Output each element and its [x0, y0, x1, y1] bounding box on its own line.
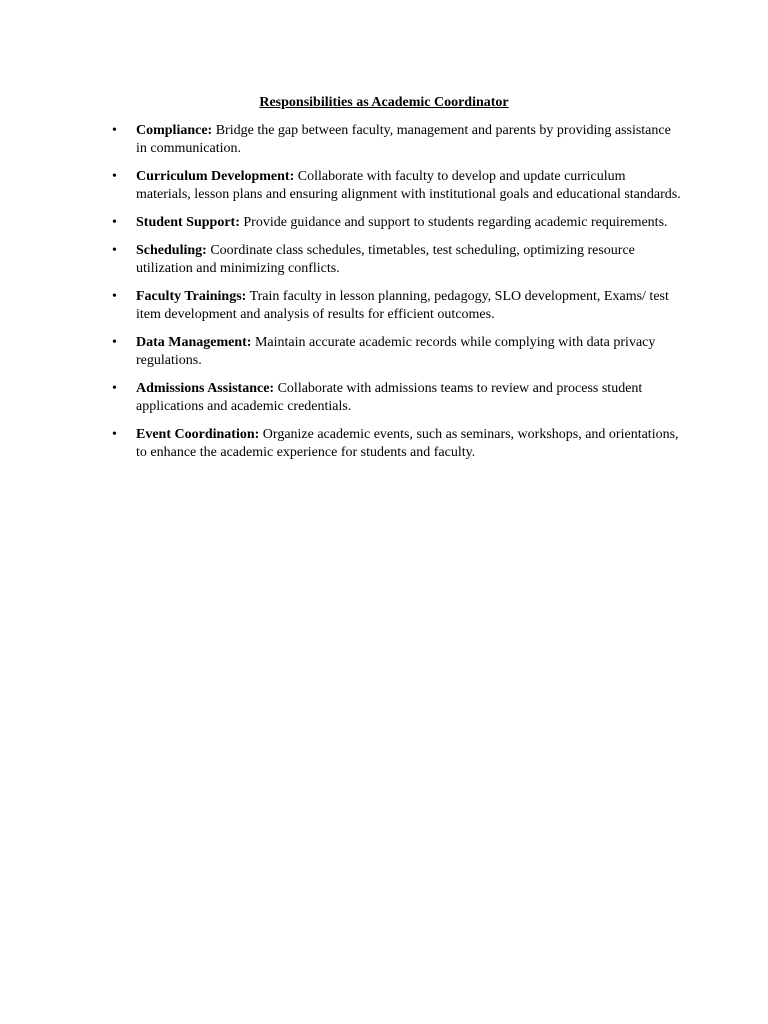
item-term: Scheduling: [136, 243, 207, 258]
item-term: Data Management: [136, 335, 252, 350]
item-text: Collaborate with admissions teams to review and process student applications and academic credentials. [136, 381, 643, 414]
list-item [112, 242, 681, 278]
item-text: Provide guidance and support to students regarding academic requirements. [243, 215, 668, 230]
list-item [112, 168, 681, 204]
bullet-icon: • [112, 427, 117, 442]
bullet-icon: • [112, 169, 117, 184]
list-item [112, 122, 681, 158]
list-item [112, 214, 681, 232]
item-text: Organize academic events, such as seminars, workshops, and orientations, to enhance the academic experience for students and faculty. [136, 427, 679, 460]
bullet-icon: • [112, 215, 117, 230]
item-text: Maintain accurate academic records while complying with data privacy regulations. [136, 335, 656, 368]
item-term: Student Support: [136, 215, 240, 230]
item-text: Train faculty in lesson planning, pedagogy, SLO development, Exams/ test item development and analysis of results for efficient outcomes. [136, 289, 669, 322]
item-text: Collaborate with faculty to develop and update curriculum materials, lesson plans and ensuring alignment with institutional goals and educational standards. [136, 169, 681, 202]
bullet-icon: • [112, 381, 117, 396]
item-term: Compliance: [136, 123, 213, 138]
list-item [112, 426, 681, 462]
item-term: Faculty Trainings: [136, 289, 247, 304]
bullet-icon: • [112, 243, 117, 258]
bullet-icon: • [112, 335, 117, 350]
item-term: Event Coordination: [136, 427, 260, 442]
responsibilities-list [112, 122, 681, 472]
item-term: Admissions Assistance: [136, 381, 275, 396]
document-title: Responsibilities as Academic Coordinator [259, 95, 509, 110]
item-text: Bridge the gap between faculty, management and parents by providing assistance in communication. [136, 123, 671, 156]
bullet-icon: • [112, 289, 117, 304]
list-item [112, 334, 681, 370]
bullet-icon: • [112, 123, 117, 138]
list-item [112, 288, 681, 324]
item-term: Curriculum Development: [136, 169, 295, 184]
item-text: Coordinate class schedules, timetables, test scheduling, optimizing resource utilization and minimizing conflicts. [136, 243, 635, 276]
list-item [112, 380, 681, 416]
